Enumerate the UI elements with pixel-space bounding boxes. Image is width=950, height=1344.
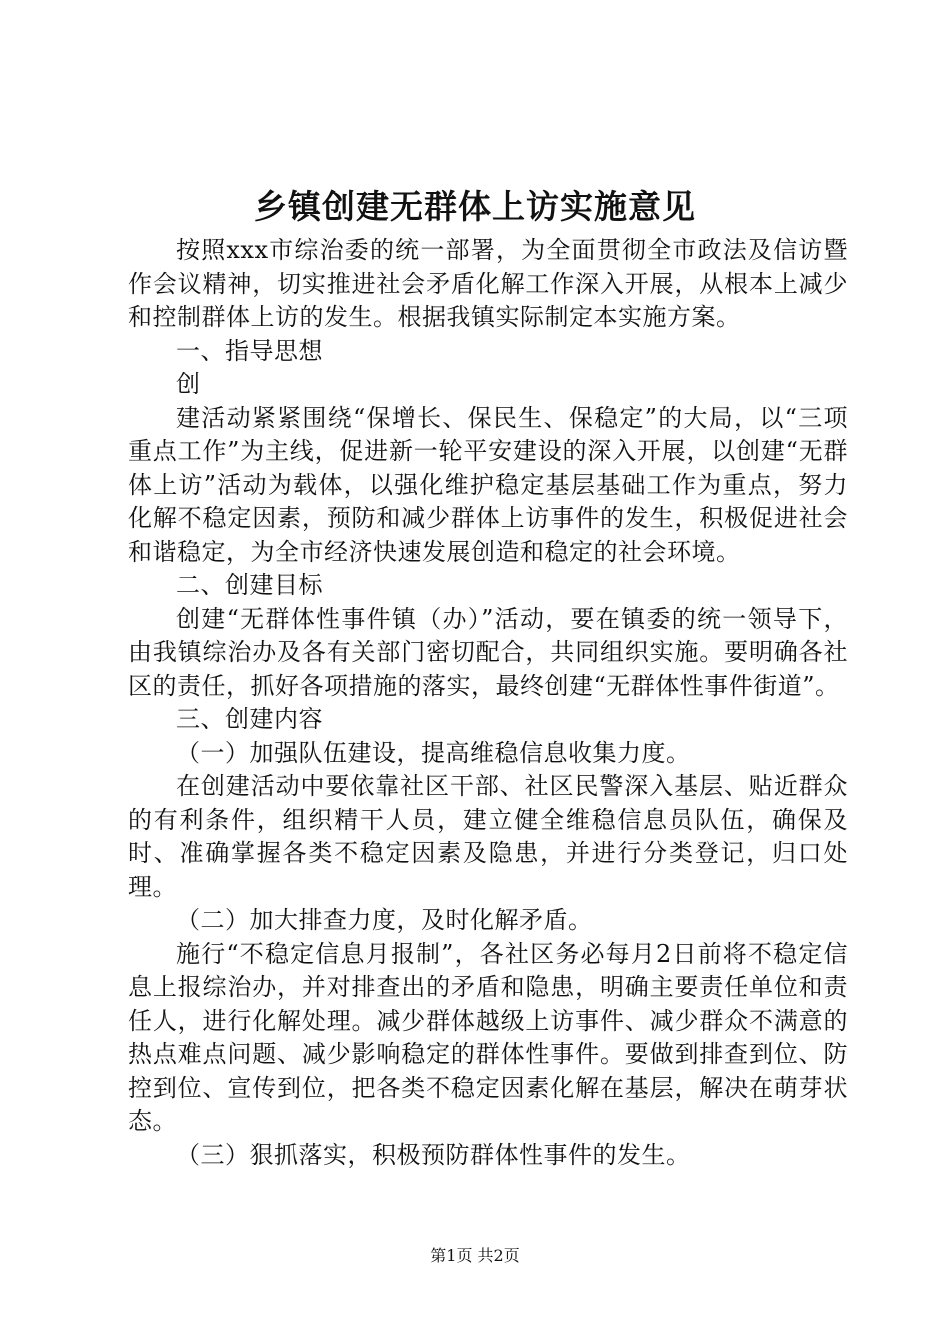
- intro-paragraph: 按照xxx市综治委的统一部署，为全面贯彻全市政法及信访暨作会议精神，切实推进社会矛盾化解工作深入开展，从根本上减少和控制群体上访的发生。根据我镇实际制定本实施方案。: [128, 236, 848, 331]
- subsection-2-paragraph: 施行“不稳定信息月报制”，各社区务必每月2日前将不稳定信息上报综治办，并对排查出的矛盾和隐患，明确主要责任单位和责任人，进行化解处理。减少群体越级上访事件、减少群众不满意的热点难点问题、减少影响稳定的群体性事件。要做到排查到位、防控到位、宣传到位，把各类不稳定因素化解在基层，解决在萌芽状态。: [128, 939, 848, 1135]
- goals-paragraph: 创建“无群体性事件镇（办）”活动，要在镇委的统一领导下，由我镇综治办及各有关部门密切配合，共同组织实施。要明确各社区的责任，抓好各项措施的落实，最终创建“无群体性事件街道”。: [128, 604, 848, 700]
- section-heading-content: 三、创建内容: [176, 705, 323, 733]
- document-body: [128, 234, 848, 1172]
- section-fragment-line: 创: [176, 370, 201, 398]
- section-heading-goals: 二、创建目标: [176, 571, 323, 599]
- subsection-heading-1: （一）加强队伍建设，提高维稳信息收集力度。: [176, 738, 691, 767]
- guiding-thought-paragraph: 建活动紧紧围绕“保增长、保民生、保稳定”的大局，以“三项重点工作”为主线，促进新一轮平安建设的深入开展，以创建“无群体上访”活动为载体，以强化维护稳定基层基础工作为重点，努力化解不稳定因素，预防和减少群体上访事件的发生，积极促进社会和谐稳定，为全市经济快速发展创造和稳定的社会环境。: [128, 403, 848, 566]
- subsection-heading-2: （二）加大排查力度，及时化解矛盾。: [176, 906, 593, 934]
- subsection-heading-3: （三）狠抓落实，积极预防群体性事件的发生。: [176, 1140, 691, 1169]
- section-heading-guiding-thought: 一、指导思想: [176, 336, 323, 365]
- page-footer: 第1页 共2页: [430, 1246, 520, 1265]
- document-title: 乡镇创建无群体上访实施意见: [254, 187, 696, 226]
- subsection-1-paragraph: 在创建活动中要依靠社区干部、社区民警深入基层、贴近群众的有利条件，组织精干人员，建立健全维稳信息员队伍，确保及时、准确掌握各类不稳定因素及隐患，并进行分类登记，归口处理。: [128, 772, 848, 901]
